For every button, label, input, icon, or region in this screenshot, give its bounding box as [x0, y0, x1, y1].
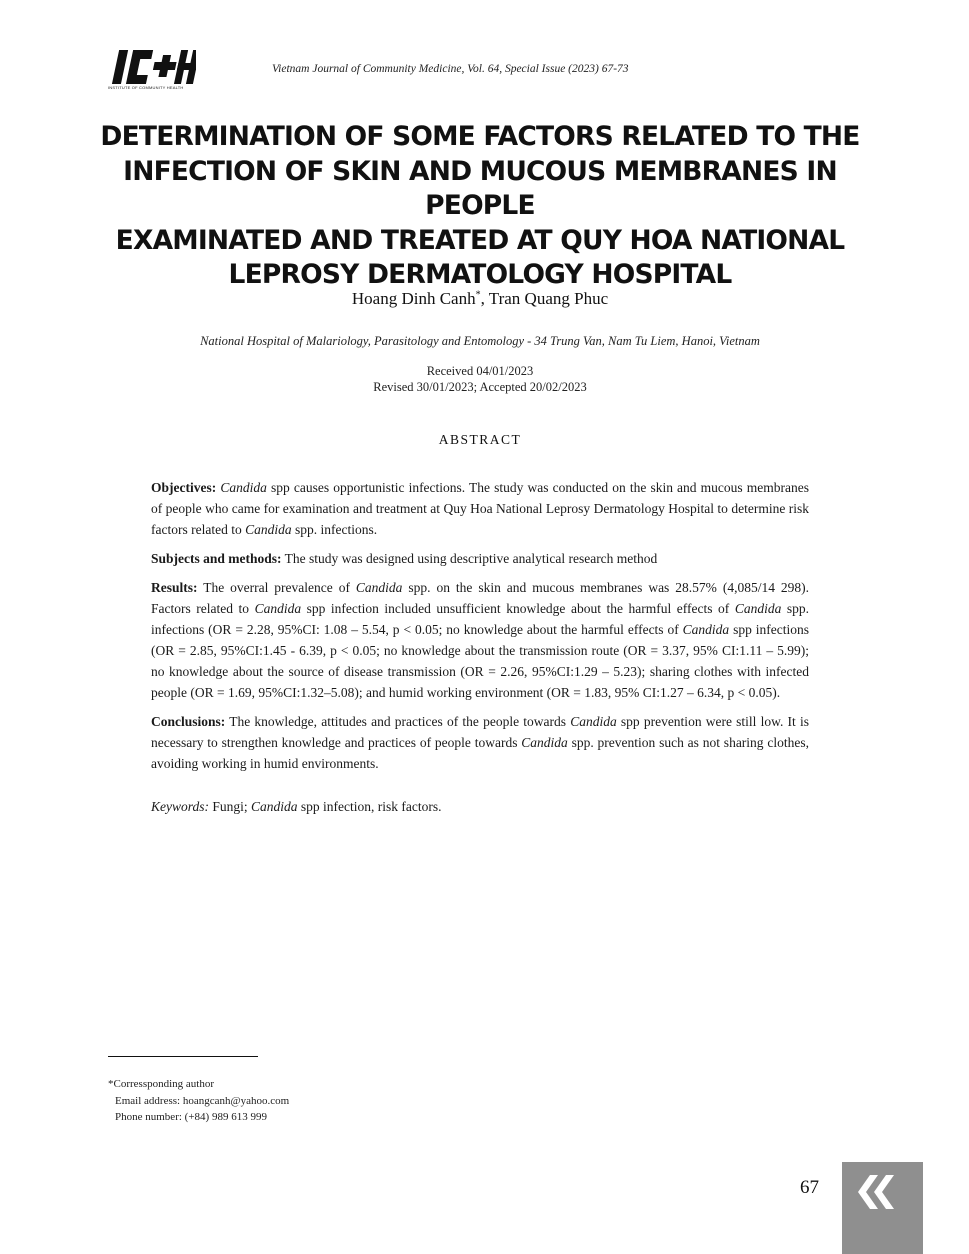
author-name: Tran Quang Phuc [488, 289, 609, 308]
author-list [0, 289, 960, 309]
section-label: Results: [151, 580, 198, 595]
species-name: Candida [220, 480, 267, 495]
article-dates [0, 363, 960, 395]
section-label: Subjects and methods: [151, 551, 282, 566]
title-line: EXAMINATED AND TREATED AT QUY HOA NATIONAL [115, 224, 845, 256]
paragraph-text: The study was designed using descriptive analytical research method [281, 551, 658, 566]
page-number: 67 [800, 1177, 819, 1198]
abstract-keywords [151, 796, 809, 817]
title-line: DETERMINATION OF SOME FACTORS RELATED TO THE [100, 121, 860, 152]
abstract-heading: ABSTRACT [438, 432, 522, 447]
section-label: Objectives: [151, 480, 217, 495]
footnote-email: Email address: hoangcanh@yahoo.com [115, 1094, 290, 1107]
species-name: Candida [734, 601, 782, 616]
paragraph-text: spp causes opportunistic infections. The study was conducted on the skin and mucous membranes of people who came for examination and treatment at Quy Hoa National Leprosy Dermatology Hospital to determine risk factors related to [151, 480, 810, 537]
logo-icon [108, 46, 196, 86]
paragraph-text: spp. prevention such as not sharing clothes, avoiding working in humid environments. [151, 735, 809, 771]
paragraph-text: The knowledge, attitudes and practices of the people towards [225, 714, 571, 729]
paragraph-text: Fungi; [209, 799, 252, 814]
page-corner-tab [842, 1162, 923, 1254]
title-line: LEPROSY DERMATOLOGY HOSPITAL [228, 259, 732, 290]
footnote [108, 1076, 289, 1126]
journal-citation: Vietnam Journal of Community Medicine, Vol. 64, Special Issue (2023) 67-73 [272, 63, 629, 75]
received-date: Received 04/01/2023 [426, 364, 534, 378]
species-name: Candida [251, 799, 298, 814]
double-chevron-left-icon [848, 1172, 898, 1212]
author-name: Hoang Dinh Canh [351, 289, 476, 308]
footnote-corresponding: *Corressponding author [108, 1078, 215, 1090]
author-separator: , [480, 289, 489, 308]
species-name: Candida [254, 601, 302, 616]
paragraph-text: spp. infections (OR = 2.28, 95%CI: 1.08 – 5.54, p < 0.05; no knowledge about the harmful effects of [151, 601, 809, 637]
section-label: Conclusions: [151, 714, 226, 729]
article-title [90, 120, 870, 293]
title-line: INFECTION OF SKIN AND MUCOUS MEMBRANES IN PEOPLE [123, 155, 837, 221]
footnote-divider [108, 1056, 258, 1057]
paragraph-text: spp infection included unsufficient knowledge about the harmful effects of [301, 601, 735, 616]
corresponding-mark: * [475, 289, 481, 301]
revised-accepted-dates: Revised 30/01/2023; Accepted 20/02/2023 [373, 380, 587, 394]
paragraph-text: spp infection, risk factors. [297, 799, 442, 814]
paragraph-text: spp. on the skin and mucous membranes was 28.57% (4,085/14 298). Factors related to [151, 580, 810, 616]
logo-caption: INSTITUTE OF COMMUNITY HEALTH [108, 85, 184, 90]
species-name: Candida [245, 522, 292, 537]
species-name: Candida [570, 714, 617, 729]
affiliation: National Hospital of Malariology, Parasitology and Entomology - 34 Trung Van, Nam Tu Liem, Hanoi, Vietnam [200, 334, 760, 348]
abstract-objectives [151, 477, 809, 540]
paragraph-text: The overral prevalence of [197, 580, 356, 595]
abstract-results [151, 577, 809, 703]
paragraph-text: spp. infections. [291, 522, 378, 537]
species-name: Candida [355, 580, 403, 595]
footnote-phone: Phone number: (+84) 989 613 999 [115, 1111, 267, 1123]
species-name: Candida [521, 735, 568, 750]
abstract-body [151, 477, 809, 825]
section-label: Keywords: [151, 799, 209, 814]
paragraph-text: spp infections (OR = 2.85, 95%CI:1.45 - 6.39, p < 0.05; no knowledge about the transmission route (OR = 3.37, 95% CI:1.11 – 5.99); no knowledge about the source of disease transmission (OR = 2.26, 95%CI:1.29 – 5.23); sharing clothes with infected people (OR = 1.69, 95%CI:1.32–5.08); and humid working environment (OR = 1.83, 95% CI:1.27 – 6.34, p < 0.05). [151, 622, 809, 700]
abstract-subjects [151, 548, 809, 569]
abstract-conclusions [151, 711, 809, 774]
paragraph-text: spp prevention were still low. It is necessary to strengthen knowledge and practices of people towards [151, 714, 809, 750]
species-name: Candida [682, 622, 730, 637]
